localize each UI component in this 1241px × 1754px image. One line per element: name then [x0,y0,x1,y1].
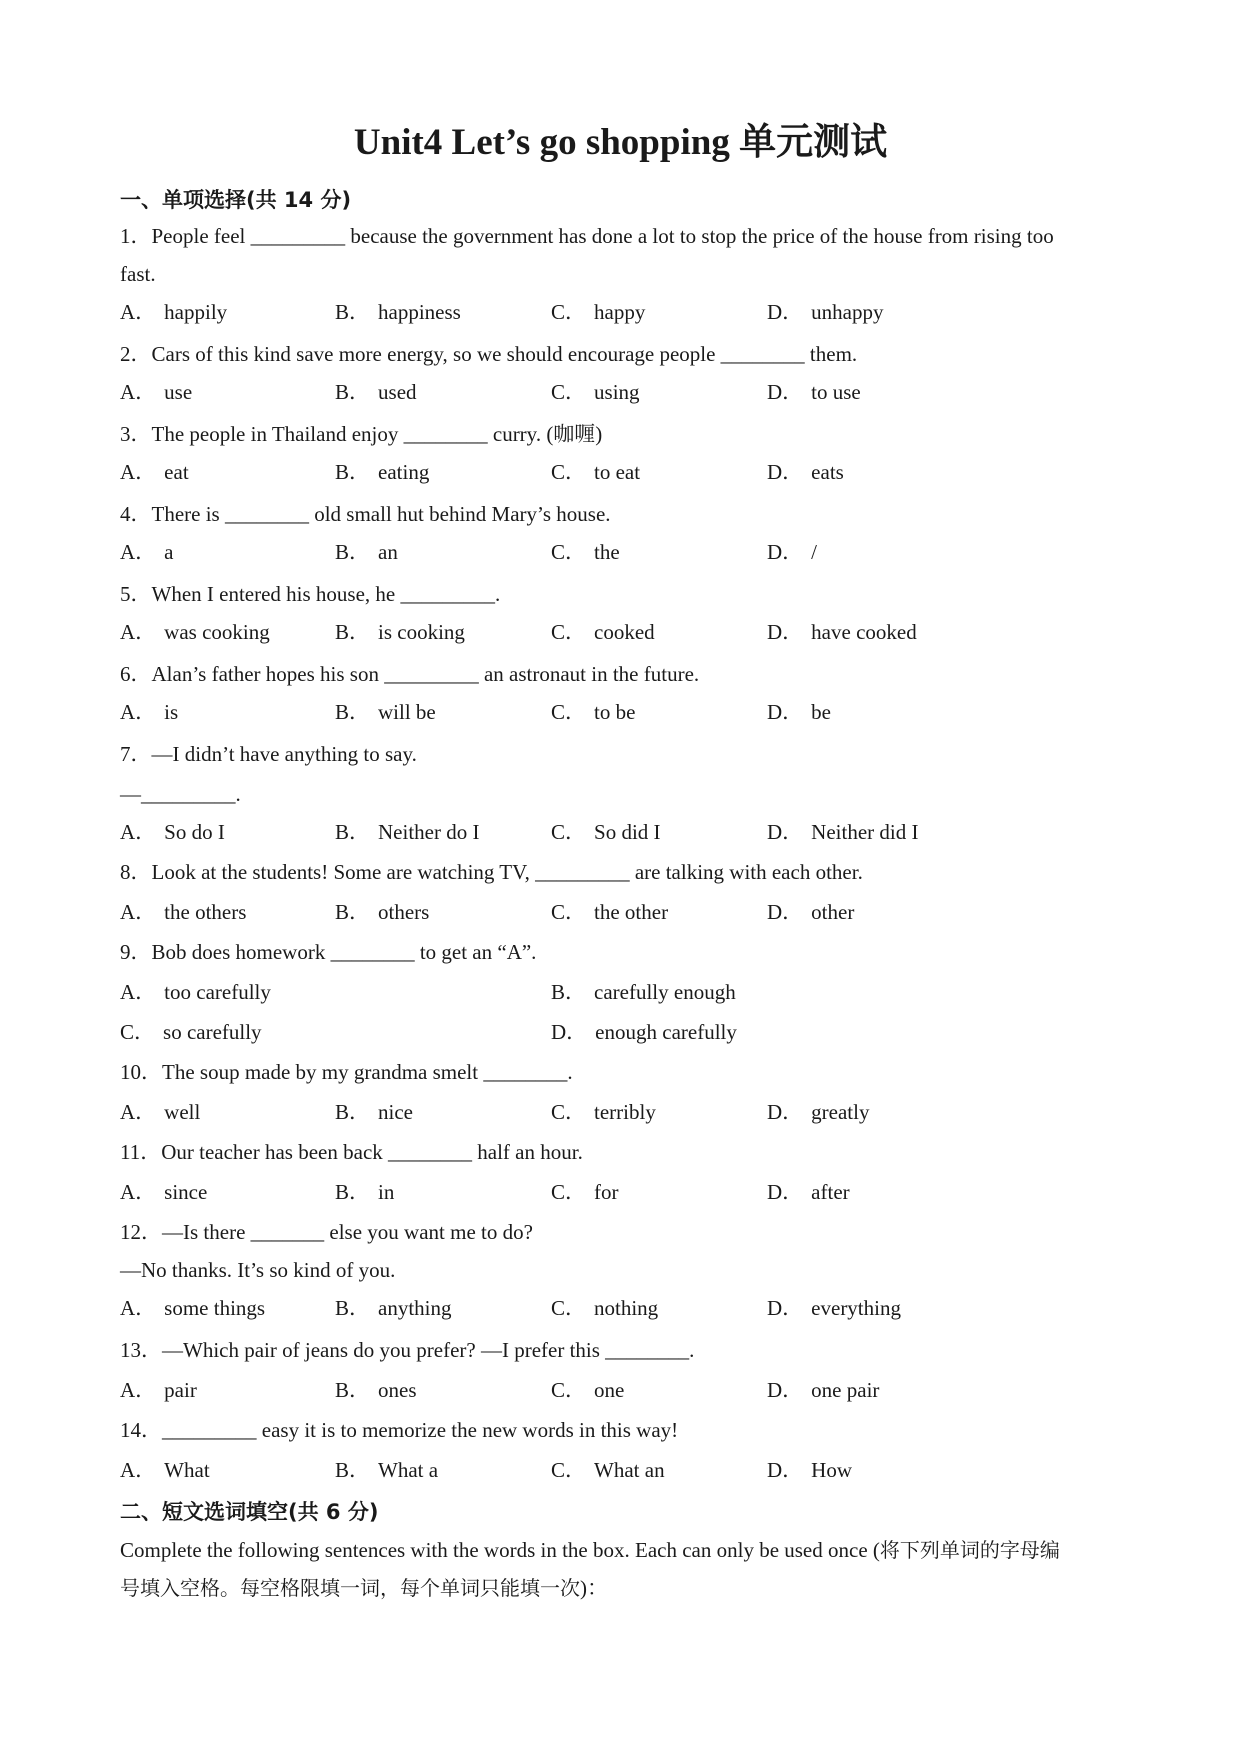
instruction-chinese-part1: 将下列单词的字母编 [879,1538,1060,1562]
option-b[interactable] [335,697,436,727]
option-text: an [378,540,398,564]
option-text: used [378,380,417,404]
option-c[interactable] [551,1455,665,1485]
option-a[interactable] [120,697,178,727]
option-text: so carefully [163,1020,262,1044]
option-text: to be [594,700,636,724]
option-text: anything [378,1296,452,1320]
option-a[interactable] [120,1375,197,1405]
option-d[interactable] [767,1293,901,1323]
instruction-end: )： [580,1576,608,1600]
question-12-text-cont: —No thanks. It’s so kind of you. [120,1258,396,1282]
option-letter: D． [767,300,804,324]
option-letter: D． [767,540,804,564]
instruction-chinese-part2: 号填入空格。每空格限填一词，每个单词只能填一次 [120,1576,580,1600]
option-b[interactable] [335,897,429,927]
option-letter: B． [335,620,371,644]
option-text: What a [378,1458,439,1482]
section-heading-cloze: 二、短文选词填空(共 6 分) [120,1500,379,1524]
option-text: one pair [811,1378,880,1402]
option-b[interactable] [335,537,398,567]
option-text: So did I [594,820,661,844]
option-d[interactable] [551,1017,737,1047]
option-d[interactable] [767,457,844,487]
option-text: have cooked [811,620,917,644]
option-d[interactable] [767,897,854,927]
option-letter: C． [551,820,587,844]
option-c[interactable] [551,897,668,927]
option-letter: C． [551,1100,587,1124]
option-letter: A． [120,460,157,484]
option-letter: A． [120,1180,157,1204]
option-letter: B． [335,460,371,484]
option-a[interactable] [120,457,189,487]
option-text: eats [811,460,844,484]
option-b[interactable] [335,297,461,327]
option-text: carefully enough [594,980,736,1004]
option-b[interactable] [335,1375,417,1405]
option-c[interactable] [551,457,640,487]
question-3-text: 3．The people in Thailand enjoy ________ curry. (咖喱) [120,422,603,446]
option-text: after [811,1180,850,1204]
option-letter: B． [551,980,587,1004]
option-c[interactable] [551,297,645,327]
option-b[interactable] [551,977,736,1007]
question-10-text: 10．The soup made by my grandma smelt ________. [120,1060,573,1084]
option-text: / [811,540,818,564]
option-letter: A． [120,1100,157,1124]
option-c[interactable] [551,1177,619,1207]
option-d[interactable] [767,1455,852,1485]
option-d[interactable] [767,1177,850,1207]
option-text: be [811,700,831,724]
option-a[interactable] [120,1293,265,1323]
option-text: greatly [811,1100,870,1124]
question-1-text: 1．People feel _________ because the government has done a lot to stop the price of the house from rising too [120,224,1054,248]
option-a[interactable] [120,977,271,1007]
section-2-instruction-line1 [120,1535,1060,1565]
option-letter: D． [767,380,804,404]
option-letter: D． [767,460,804,484]
option-c[interactable] [551,537,620,567]
option-text: happily [164,300,228,324]
option-text: eating [378,460,430,484]
option-d[interactable] [767,297,884,327]
option-letter: A． [120,540,157,564]
option-a[interactable] [120,377,192,407]
question-14-text: 14．_________ easy it is to memorize the new words in this way! [120,1418,679,1442]
option-letter: D． [767,1180,804,1204]
option-letter: A． [120,700,157,724]
option-letter: A． [120,1458,157,1482]
option-c[interactable] [551,377,640,407]
option-letter: D． [767,1296,804,1320]
option-letter: C． [551,1458,587,1482]
option-text: well [164,1100,201,1124]
option-text: Neither did I [811,820,919,844]
option-a[interactable] [120,297,227,327]
option-text: use [164,380,193,404]
option-letter: B． [335,820,371,844]
option-text: How [811,1458,853,1482]
option-letter: B． [335,900,371,924]
instruction-english: Complete the following sentences with the words in the box. Each can only be used once ( [120,1538,880,1562]
question-6-text: 6．Alan’s father hopes his son _________ an astronaut in the future. [120,662,700,686]
option-letter: A． [120,620,157,644]
question-8-text: 8．Look at the students! Some are watching TV, _________ are talking with each other. [120,860,863,884]
option-text: in [378,1180,395,1204]
option-letter: A． [120,900,157,924]
option-text: Neither do I [378,820,480,844]
option-d[interactable] [767,1097,869,1127]
option-a[interactable] [120,897,246,927]
option-text: using [594,380,640,404]
option-letter: A． [120,380,157,404]
option-d[interactable] [767,377,861,407]
option-c[interactable] [551,817,661,847]
option-text: What an [594,1458,665,1482]
option-letter: D． [767,1378,804,1402]
option-text: unhappy [811,300,884,324]
option-letter: C． [120,1020,156,1044]
question-9-text: 9．Bob does homework ________ to get an “A”. [120,940,537,964]
option-b[interactable] [335,1293,452,1323]
option-c[interactable] [551,1293,658,1323]
option-letter: B． [335,1378,371,1402]
option-letter: C． [551,900,587,924]
option-text: other [811,900,855,924]
option-text: nice [378,1100,413,1124]
option-text: one [594,1378,625,1402]
option-text: terribly [594,1100,656,1124]
option-letter: C． [551,300,587,324]
option-letter: C． [551,540,587,564]
option-a[interactable] [120,617,270,647]
option-text: cooked [594,620,655,644]
option-d[interactable] [767,697,831,727]
option-letter: C． [551,1296,587,1320]
section-heading-multiple-choice: 一、单项选择(共 14 分) [120,188,352,212]
option-text: happy [594,300,646,324]
option-c[interactable] [120,1017,262,1047]
option-letter: A． [120,300,157,324]
option-text: eat [164,460,189,484]
option-a[interactable] [120,537,174,567]
option-letter: B． [335,1296,371,1320]
option-text: a [164,540,174,564]
option-letter: C． [551,460,587,484]
option-b[interactable] [335,457,429,487]
option-letter: A． [120,820,157,844]
option-text: was cooking [164,620,270,644]
question-5-text: 5．When I entered his house, he _________. [120,582,501,606]
option-letter: D． [767,1100,804,1124]
option-letter: A． [120,1378,157,1402]
option-letter: D． [767,900,804,924]
option-letter: D． [767,700,804,724]
option-letter: B． [335,700,371,724]
option-b[interactable] [335,377,417,407]
option-text: the others [164,900,247,924]
option-d[interactable] [767,817,918,847]
option-text: enough carefully [595,1020,737,1044]
option-text: the other [594,900,669,924]
option-a[interactable] [120,1177,207,1207]
option-b[interactable] [335,1097,413,1127]
option-letter: A． [120,1296,157,1320]
option-a[interactable] [120,1455,210,1485]
option-text: since [164,1180,208,1204]
option-letter: D． [551,1020,588,1044]
option-letter: A． [120,980,157,1004]
option-text: ones [378,1378,417,1402]
option-c[interactable] [551,1375,624,1405]
option-b[interactable] [335,1177,394,1207]
question-4-text: 4．There is ________ old small hut behind Mary’s house. [120,502,611,526]
page-title: Unit4 Let’s go shopping 单元测试 [353,122,888,163]
question-1-text-cont: fast. [120,262,156,286]
question-11-text: 11．Our teacher has been back ________ half an hour. [120,1140,583,1164]
option-letter: C． [551,700,587,724]
option-text: is [164,700,179,724]
option-b[interactable] [335,1455,438,1485]
option-d[interactable] [767,537,817,567]
question-7-text-cont: —_________. [120,782,241,806]
option-text: nothing [594,1296,659,1320]
option-text: too carefully [164,980,271,1004]
question-2-text: 2．Cars of this kind save more energy, so we should encourage people ________ them. [120,342,858,366]
question-12-text: 12．—Is there _______ else you want me to do? [120,1220,533,1244]
option-c[interactable] [551,617,655,647]
option-text: What [164,1458,210,1482]
option-letter: C． [551,1180,587,1204]
option-letter: B． [335,1180,371,1204]
option-text: So do I [164,820,225,844]
option-text: for [594,1180,619,1204]
option-a[interactable] [120,817,225,847]
option-text: happiness [378,300,461,324]
option-letter: B． [335,300,371,324]
option-letter: C． [551,380,587,404]
option-text: to use [811,380,861,404]
question-7-text: 7．—I didn’t have anything to say. [120,742,417,766]
option-text: the [594,540,620,564]
option-text: to eat [594,460,641,484]
option-c[interactable] [551,697,635,727]
option-b[interactable] [335,817,479,847]
option-text: others [378,900,430,924]
option-c[interactable] [551,1097,656,1127]
option-d[interactable] [767,617,917,647]
option-text: pair [164,1378,197,1402]
option-letter: B． [335,380,371,404]
option-letter: D． [767,820,804,844]
option-a[interactable] [120,1097,200,1127]
option-letter: B． [335,1100,371,1124]
section-2-instruction-line2 [120,1573,608,1603]
option-letter: D． [767,620,804,644]
option-letter: C． [551,1378,587,1402]
option-letter: C． [551,620,587,644]
option-letter: D． [767,1458,804,1482]
option-b[interactable] [335,617,465,647]
question-13-text: 13．—Which pair of jeans do you prefer? —I prefer this ________. [120,1338,695,1362]
option-d[interactable] [767,1375,879,1405]
option-text: everything [811,1296,901,1320]
option-letter: B． [335,1458,371,1482]
option-text: will be [378,700,436,724]
option-text: is cooking [378,620,465,644]
option-text: some things [164,1296,266,1320]
option-letter: B． [335,540,371,564]
